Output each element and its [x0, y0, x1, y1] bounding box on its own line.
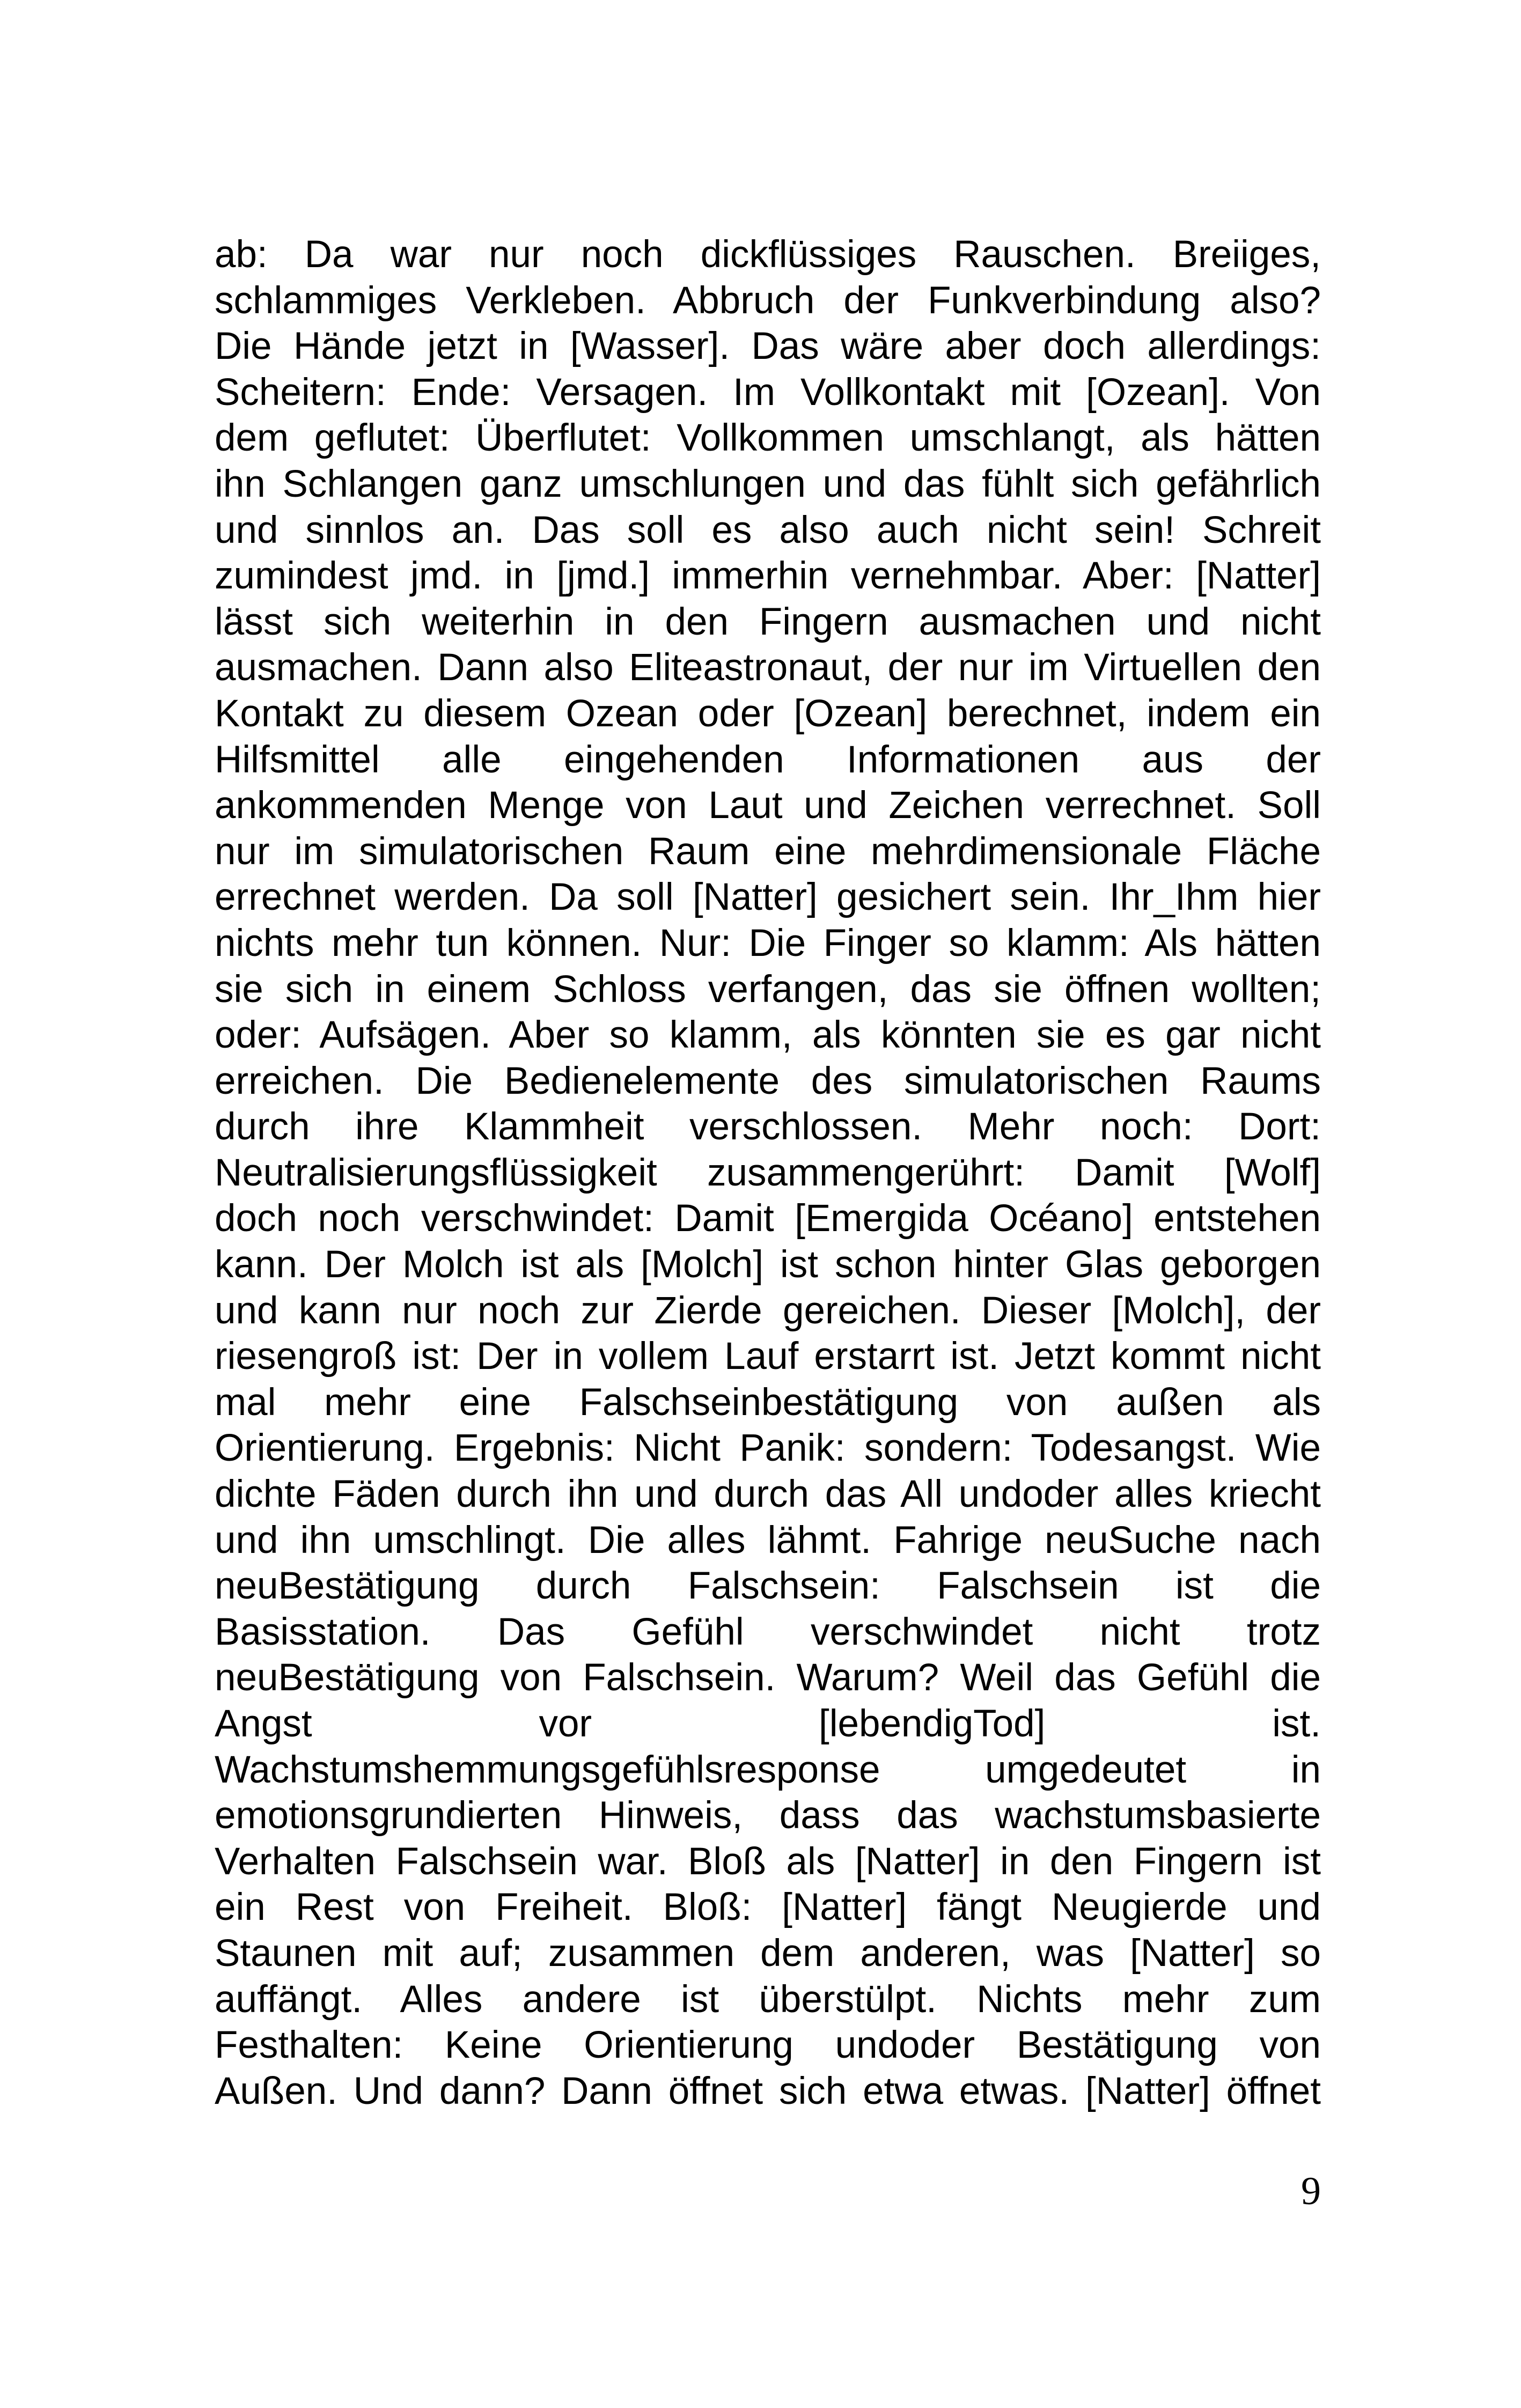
text-line: kann. Der Molch ist als [Molch] ist schon hinter Glas geborgen — [215, 1243, 1321, 1286]
text-line: mal mehr eine Falschseinbestätigung von außen als — [215, 1381, 1321, 1424]
text-line: Die Hände jetzt in [Wasser]. Das wäre aber doch allerdings: — [215, 325, 1321, 368]
text-line: neuBestätigung von Falschsein. Warum? Weil das Gefühl die — [215, 1656, 1321, 1699]
text-line: auffängt. Alles andere ist überstülpt. Nichts mehr zum — [215, 1978, 1321, 2021]
text-line: Hilfsmittel alle eingehenden Informationen aus der — [215, 738, 1321, 781]
text-line: Neutralisierungsflüssigkeit zusammengerührt: Damit [Wolf] — [215, 1151, 1321, 1194]
text-line: doch noch verschwindet: Damit [Emergida Océano] entstehen — [215, 1197, 1321, 1240]
text-line: riesengroß ist: Der in vollem Lauf erstarrt ist. Jetzt kommt nicht — [215, 1335, 1321, 1378]
text-line: Basisstation. Das Gefühl verschwindet nicht trotz — [215, 1610, 1321, 1653]
text-line: Angst vor [lebendigTod] ist. — [215, 1703, 1321, 1745]
text-line: durch ihre Klammheit verschlossen. Mehr noch: Dort: — [215, 1106, 1321, 1148]
text-line: Wachstumshemmungsgefühlsresponse umgedeutet in — [215, 1748, 1321, 1791]
text-line: Festhalten: Keine Orientierung undoder Bestätigung von — [215, 2024, 1321, 2067]
text-line: sie sich in einem Schloss verfangen, das sie öffnen wollten; — [215, 968, 1321, 1011]
text-line: ein Rest von Freiheit. Bloß: [Natter] fängt Neugierde und — [215, 1886, 1321, 1929]
text-line: ihn Schlangen ganz umschlungen und das fühlt sich gefährlich — [215, 462, 1321, 505]
text-line: schlammiges Verkleben. Abbruch der Funkverbindung also? — [215, 279, 1321, 322]
text-line: dem geflutet: Überflutet: Vollkommen umschlangt, als hätten — [215, 417, 1321, 460]
text-line: oder: Aufsägen. Aber so klamm, als könnten sie es gar nicht — [215, 1014, 1321, 1057]
text-line: errechnet werden. Da soll [Natter] gesichert sein. Ihr_Ihm hier — [215, 876, 1321, 919]
text-line: und ihn umschlingt. Die alles lähmt. Fahrige neuSuche nach — [215, 1519, 1321, 1562]
text-line: lässt sich weiterhin in den Fingern ausmachen und nicht — [215, 600, 1321, 643]
text-line: Staunen mit auf; zusammen dem anderen, was [Natter] so — [215, 1932, 1321, 1975]
text-line: Kontakt zu diesem Ozean oder [Ozean] berechnet, indem ein — [215, 692, 1321, 735]
text-line: ab: Da war nur noch dickflüssiges Rauschen. Breiiges, — [215, 233, 1321, 276]
text-line: und kann nur noch zur Zierde gereichen. Dieser [Molch], der — [215, 1289, 1321, 1332]
text-line: neuBestätigung durch Falschsein: Falschsein ist die — [215, 1565, 1321, 1608]
text-line: ankommenden Menge von Laut und Zeichen verrechnet. Soll — [215, 784, 1321, 827]
text-line: dichte Fäden durch ihn und durch das All undoder alles kriecht — [215, 1473, 1321, 1516]
text-line: erreichen. Die Bedienelemente des simulatorischen Raums — [215, 1059, 1321, 1102]
text-line: Verhalten Falschsein war. Bloß als [Natter] in den Fingern ist — [215, 1840, 1321, 1883]
text-line: und sinnlos an. Das soll es also auch nicht sein! Schreit — [215, 509, 1321, 551]
page-number: 9 — [1301, 2169, 1321, 2213]
text-line: ausmachen. Dann also Eliteastronaut, der nur im Virtuellen den — [215, 646, 1321, 689]
text-line: nur im simulatorischen Raum eine mehrdimensionale Fläche — [215, 830, 1321, 873]
text-line: nichts mehr tun können. Nur: Die Finger so klamm: Als hätten — [215, 922, 1321, 964]
body-text — [215, 232, 1321, 2114]
text-line: zumindest jmd. in [jmd.] immerhin vernehmbar. Aber: [Natter] — [215, 555, 1321, 598]
text-line: Außen. Und dann? Dann öffnet sich etwa etwas. [Natter] öffnet — [215, 2070, 1321, 2112]
text-line: Scheitern: Ende: Versagen. Im Vollkontakt mit [Ozean]. Von — [215, 371, 1321, 414]
text-line: Orientierung. Ergebnis: Nicht Panik: sondern: Todesangst. Wie — [215, 1427, 1321, 1470]
text-line: emotionsgrundierten Hinweis, dass das wachstumsbasierte — [215, 1794, 1321, 1837]
